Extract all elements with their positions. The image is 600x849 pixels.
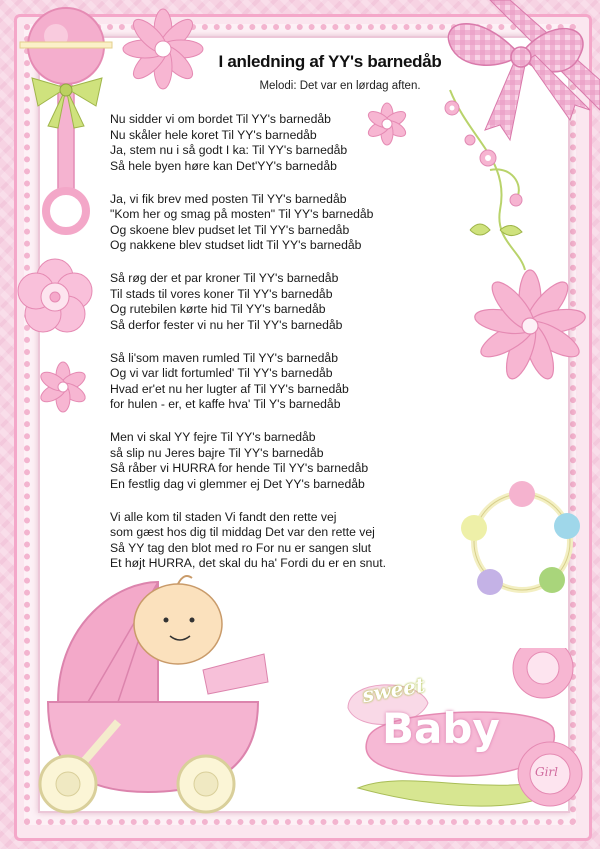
verse-line: Og nakkene blev studset lidt Til YY's barnedåb (110, 238, 362, 252)
verse-line: Men vi skal YY fejre Til YY's barnedåb (110, 430, 316, 444)
verse-line: Så råber vi HURRA for hende Til YY's barnedåb (110, 461, 369, 475)
verse-line: Og rutebilen kørte hid Til YY's barnedåb (110, 302, 326, 316)
stanza (110, 271, 440, 333)
stanza (110, 351, 440, 413)
poem-title: I anledning af YY's barnedåb (218, 52, 442, 71)
verse-line: Vi alle kom til staden Vi fandt den rette vej (110, 509, 337, 524)
bead-ring-toy-icon (452, 478, 592, 608)
large-pink-flower-icon (470, 262, 590, 392)
badge-baby-text: Baby (382, 704, 500, 753)
stanza (110, 510, 440, 572)
poem-body (110, 112, 440, 589)
verse-line: Til stads til vores koner Til YY's barnedåb (110, 286, 333, 301)
verse-line: så slip nu Jeres bajre Til YY's barnedåb (110, 445, 324, 460)
verse-line: Så derfor fester vi nu her Til YY's barnedåb (110, 317, 343, 332)
badge-sweet-text: sweet (360, 672, 427, 708)
verse-line: Ja, stem nu i så godt I ka: Til YY's barnedåb (110, 143, 348, 157)
verse-line: En festlig dag vi glemmer ej Det YY's barnedåb (110, 476, 365, 491)
left-small-flower-icon (36, 360, 90, 414)
stanza (110, 430, 440, 492)
verse-line: Så li'som maven rumled Til YY's barnedåb (110, 350, 338, 365)
verse-line: for hulen - er, et kaffe hva' Til Y's barnedåb (110, 397, 341, 411)
pink-flower-icon (118, 4, 208, 94)
verse-line: Et højt HURRA, det skal du ha' Fordi du er en snut. (110, 556, 386, 570)
verse-line: som gæst hos dig til middag Det var den rette vej (110, 525, 375, 539)
stanza (110, 192, 440, 254)
verse-line: Nu skåler hele koret Til YY's barnedåb (110, 127, 317, 142)
verse-line: Så YY tag den blot med ro For nu er sangen slut (110, 540, 372, 555)
verse-line: Og skoene blev pudset let Til YY's barnedåb (110, 222, 350, 237)
flower-vine-icon (430, 80, 540, 280)
verse-line: Nu sidder vi om bordet Til YY's barnedåb (110, 112, 331, 126)
verse-line: Og vi var lidt fortumled' Til YY's barnedåb (110, 366, 333, 380)
stanza (110, 112, 440, 174)
verse-line: Ja, vi fik brev med posten Til YY's barnedåb (110, 191, 347, 206)
badge-girl-text: Girl (535, 765, 558, 779)
verse-line: Så hele byen høre kan Det'YY's barnedåb (110, 158, 337, 173)
left-flower-icon (10, 252, 100, 342)
verse-line: Hvad er'et nu her lugter af Til YY's barnedåb (110, 381, 349, 396)
melody-subtitle: Melodi: Det var en lørdag aften. (259, 80, 421, 92)
verse-line: "Kom her og smag på mosten" Til YY's barnedåb (110, 207, 374, 221)
baby-carriage-icon (28, 562, 278, 824)
verse-line: Så røg der et par kroner Til YY's barnedåb (110, 271, 339, 285)
